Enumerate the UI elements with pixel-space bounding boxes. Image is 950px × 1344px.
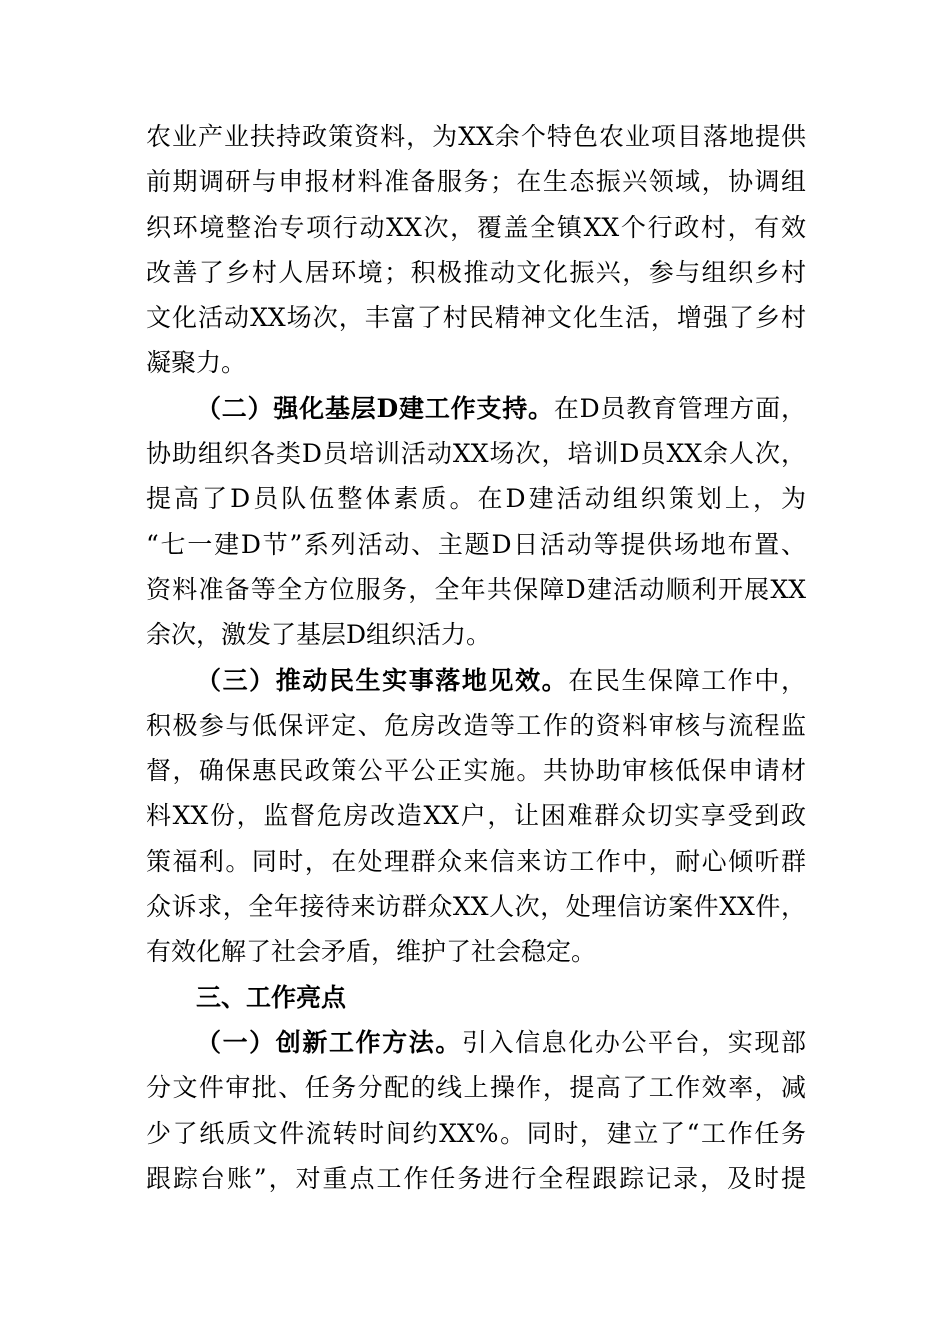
paragraph-innovation (146, 1020, 806, 1201)
paragraph-rural-revitalization (146, 114, 806, 386)
text-line: 策福利。同时，在处理群众来信来访工作中，耐心倾听群 (146, 846, 806, 876)
text-line: 料XX份，监督危房改造XX户，让困难群众切实享受到政 (146, 801, 806, 831)
section-heading: 三、工作亮点 (196, 982, 347, 1012)
text-line (146, 1020, 806, 1065)
section-subheading: （一）创新工作方法。 (196, 1027, 462, 1057)
text-line: 农业产业扶持政策资料，为XX余个特色农业项目落地提供 (146, 122, 806, 151)
document-page (146, 114, 806, 1201)
section-subheading: （三）推动民生实事落地见效。 (196, 665, 569, 695)
text-line: 跟踪台账”，对重点工作任务进行全程跟踪记录，及时提 (146, 1163, 806, 1193)
paragraph-livelihood (146, 658, 806, 975)
text-line: 前期调研与申报材料准备服务；在生态振兴领域，协调组 (146, 167, 806, 197)
text-line: 提高了D员队伍整体素质。在D建活动组织策划上，为 (146, 484, 806, 514)
text-line: 织环境整治专项行动XX次，覆盖全镇XX个行政村，有效 (146, 212, 806, 242)
text-line (146, 386, 806, 431)
text-span: 在民生保障工作中， (568, 665, 806, 695)
text-line: 有效化解了社会矛盾，维护了社会稳定。 (146, 937, 597, 967)
text-line: 文化活动XX场次，丰富了村民精神文化生活，增强了乡村 (146, 303, 806, 333)
text-line: “七一建D节”系列活动、主题D日活动等提供场地布置、 (146, 529, 806, 559)
section-subheading: （二）强化基层D建工作支持。 (196, 393, 554, 423)
text-line: 众诉求，全年接待来访群众XX人次，处理信访案件XX件， (146, 892, 806, 922)
text-span: 引入信息化办公平台，实现部 (461, 1027, 806, 1057)
text-line: 积极参与低保评定、危房改造等工作的资料审核与流程监 (146, 710, 806, 740)
text-line: 资料准备等全方位服务，全年共保障D建活动顺利开展XX (146, 574, 806, 604)
text-line (146, 658, 806, 703)
text-line: 余次，激发了基层D组织活力。 (146, 620, 492, 650)
text-span: 在D员教育管理方面， (553, 393, 807, 423)
text-line: 改善了乡村人居环境；积极推动文化振兴，参与组织乡村 (146, 257, 806, 287)
text-line: 凝聚力。 (146, 348, 247, 378)
text-line: 分文件审批、任务分配的线上操作，提高了工作效率，减 (146, 1073, 806, 1103)
text-line: 协助组织各类D员培训活动XX场次，培训D员XX余人次， (146, 439, 806, 469)
paragraph-party-building (146, 386, 806, 658)
text-line: 少了纸质文件流转时间约XX%。同时，建立了“工作任务 (146, 1118, 806, 1148)
text-line: 督，确保惠民政策公平公正实施。共协助审核低保申请材 (146, 756, 806, 786)
